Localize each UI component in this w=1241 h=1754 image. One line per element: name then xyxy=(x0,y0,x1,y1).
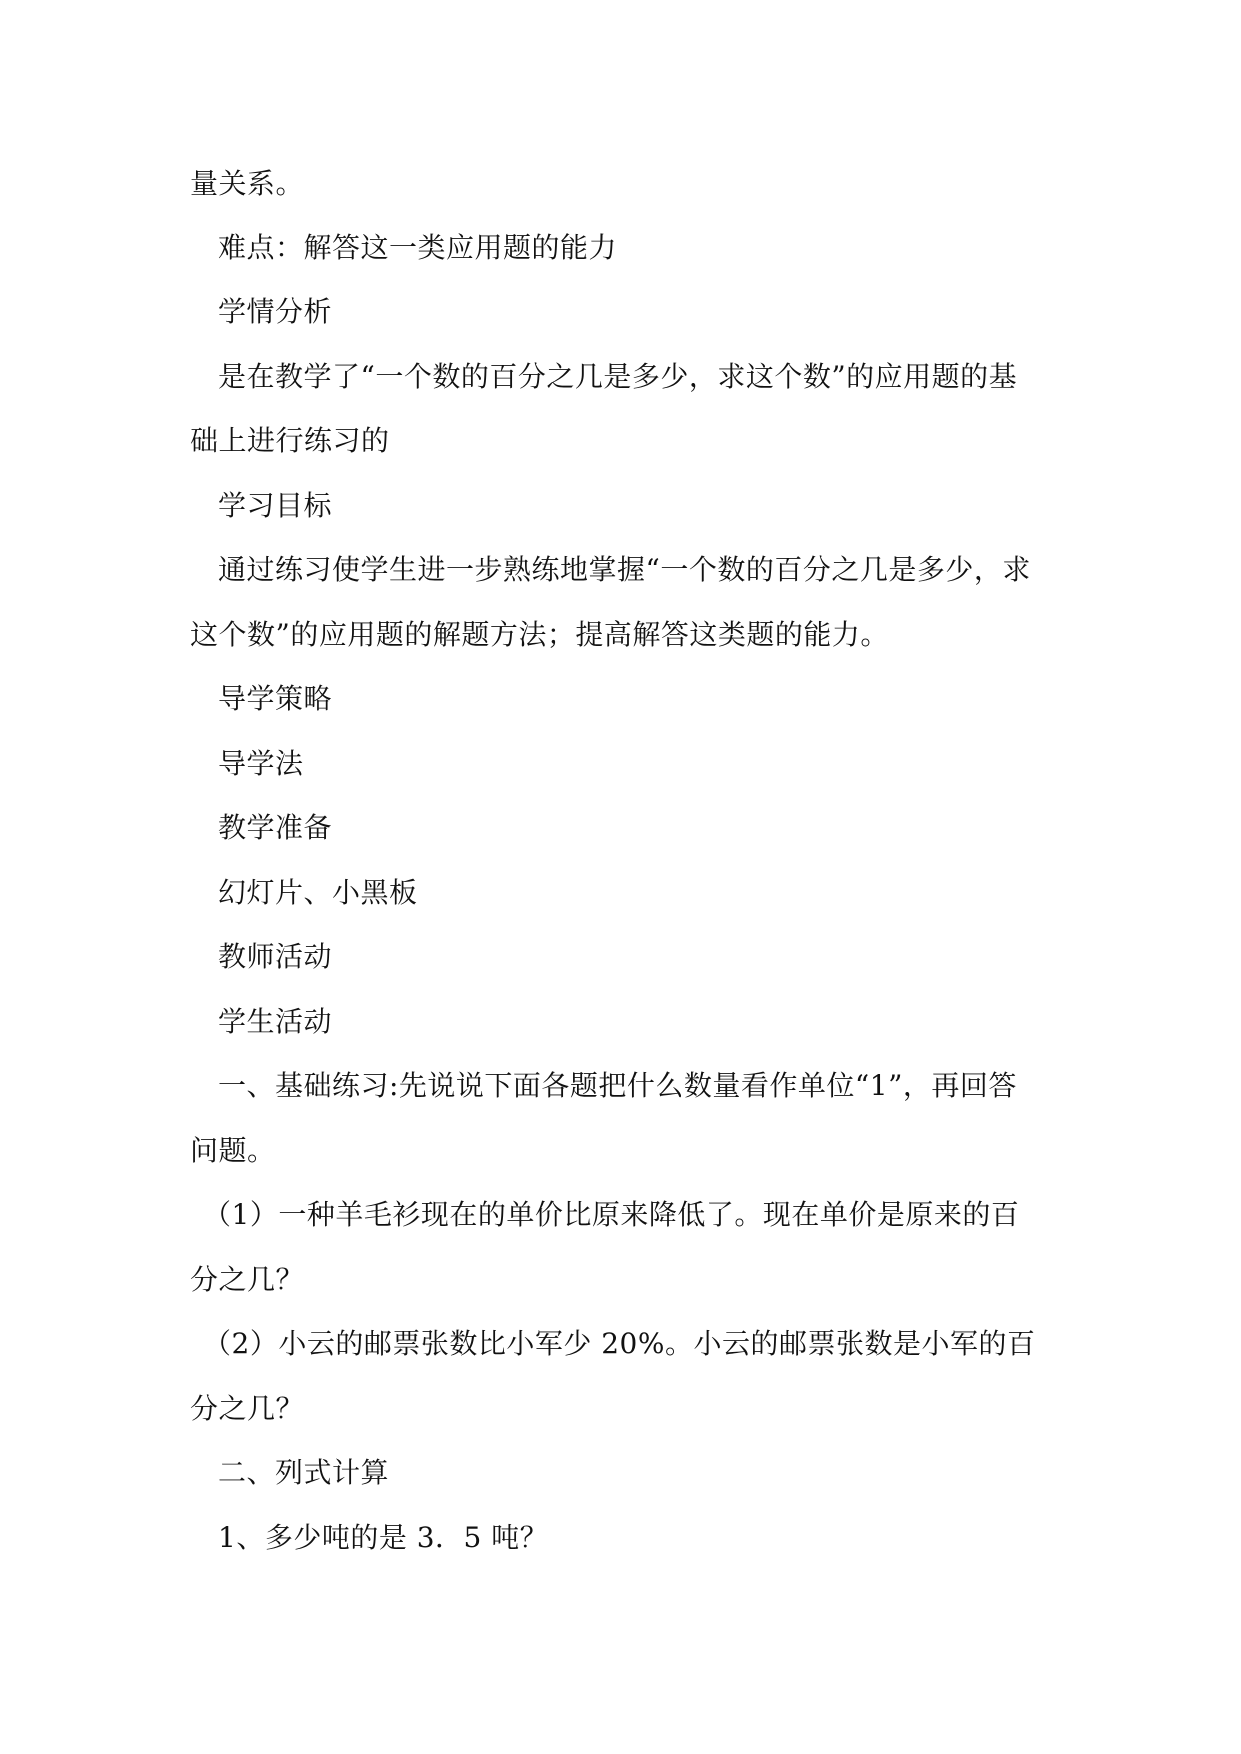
question-1-line-1: （1）一种羊毛衫现在的单价比原来降低了。现在单价是原来的百 xyxy=(203,1198,1020,1231)
section-heading-guide-strategy: 导学策略 xyxy=(218,682,333,715)
section-heading-learning-goals: 学习目标 xyxy=(218,489,333,522)
question-2-line-2: 分之几？ xyxy=(190,1392,305,1425)
text-line-10: 导学法 xyxy=(218,747,304,780)
section-heading-calculation: 二、列式计算 xyxy=(218,1456,390,1489)
question-2-line-1: （2）小云的邮票张数比小军少 20%。小云的邮票张数是小军的百 xyxy=(203,1327,1036,1360)
text-line-2: 难点：解答这一类应用题的能力 xyxy=(218,231,618,264)
text-line-8: 这个数”的应用题的解题方法；提高解答这类题的能力。 xyxy=(190,618,889,651)
text-line-1: 量关系。 xyxy=(190,167,305,200)
section-heading-student-activity: 学生活动 xyxy=(218,1005,333,1038)
text-line-5: 础上进行练习的 xyxy=(190,424,390,457)
text-line-12: 幻灯片、小黑板 xyxy=(218,876,418,909)
text-line-4: 是在教学了“一个数的百分之几是多少，求这个数”的应用题的基 xyxy=(218,360,1018,393)
section-heading-learning-analysis: 学情分析 xyxy=(218,295,333,328)
text-line-7: 通过练习使学生进一步熟练地掌握“一个数的百分之几是多少，求 xyxy=(218,553,1031,586)
question-1-line-2: 分之几？ xyxy=(190,1263,305,1296)
section-heading-teaching-prep: 教学准备 xyxy=(218,811,333,844)
calc-question-1: 1、多少吨的是 3．5 吨？ xyxy=(218,1521,549,1554)
text-line-16: 问题。 xyxy=(190,1134,276,1167)
text-line-15: 一、基础练习:先说说下面各题把什么数量看作单位“1”，再回答 xyxy=(218,1069,1017,1102)
section-heading-teacher-activity: 教师活动 xyxy=(218,940,333,973)
